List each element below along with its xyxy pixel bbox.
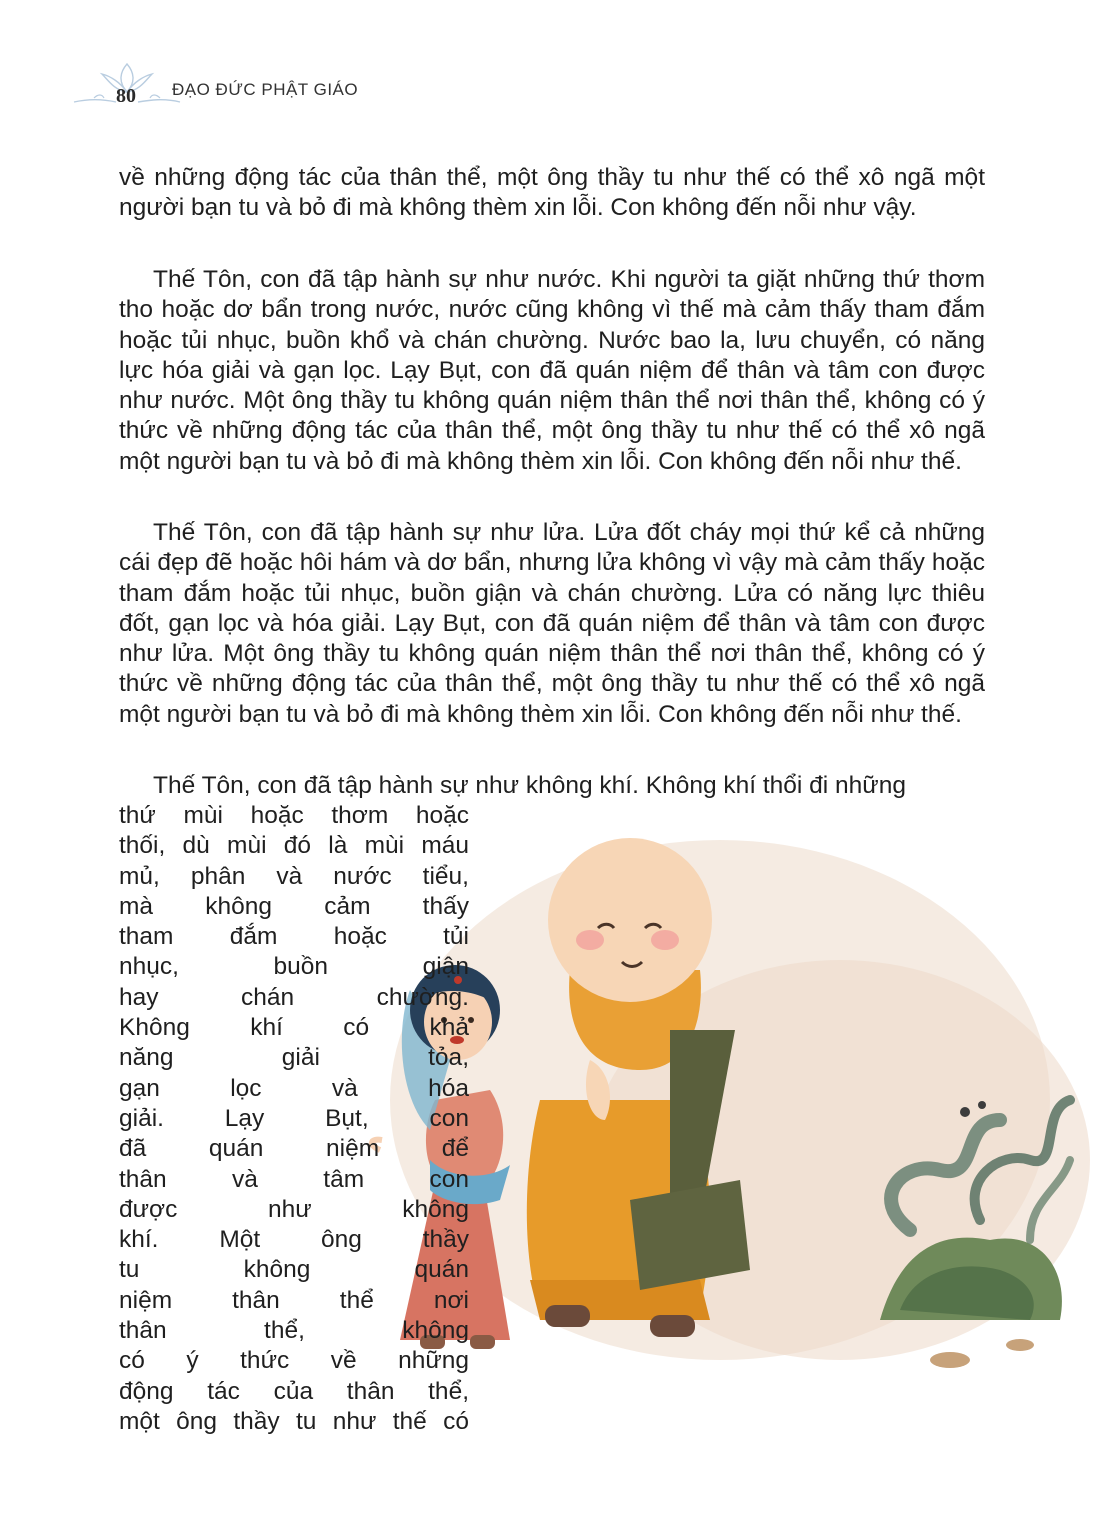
text-line: khí. Một ông thầy <box>119 1226 469 1254</box>
text-line: thân thể, không <box>119 1317 469 1345</box>
running-title: ĐẠO ĐỨC PHẬT GIÁO <box>172 80 359 99</box>
page-number: 80 <box>116 85 136 107</box>
text-line: mủ, phân và nước tiểu, <box>119 862 469 890</box>
text-line: nhục, buồn giận <box>119 953 469 981</box>
text-line: mà không cảm thấy <box>119 892 469 920</box>
paragraph-4-first-line: Thế Tôn, con đã tập hành sự như không khí. Không khí thổi đi những <box>153 772 906 799</box>
text-line: tham đắm hoặc tủi <box>119 923 469 951</box>
text-line: có ý thức về những <box>119 1347 469 1375</box>
paragraph-4-wrapped <box>119 801 469 1437</box>
text-line: giải. Lạy Bụt, con <box>119 1104 469 1132</box>
text-line: động tác của thân thể, <box>119 1377 469 1405</box>
text-line: đã quán niệm để <box>119 1135 469 1163</box>
text-line: một ông thầy tu như thế có <box>119 1407 469 1435</box>
text-line: thân và tâm con <box>119 1165 469 1193</box>
page-header <box>0 58 1106 118</box>
text-line: gạn lọc và hóa <box>119 1074 469 1102</box>
text-line: niệm thân thể nơi <box>119 1286 469 1314</box>
text-line: thứ mùi hoặc thơm hoặc <box>119 802 469 829</box>
text-line: tu không quán <box>119 1256 469 1284</box>
text-line: thối, dù mùi đó là mùi máu <box>119 832 469 860</box>
text-line: hay chán chường. <box>119 983 469 1011</box>
text-line: được như không <box>119 1195 469 1223</box>
paragraph-2: Thế Tôn, con đã tập hành sự như nước. Khi người ta giặt những thứ thơm tho hoặc dơ bẩn trong nước, nước cũng không vì thế mà cảm thấy tham đắm hoặc tủi nhục, buồn khổ và chán chường. Nước bao la, lưu chuyển, có năng lực hóa giải và gạn lọc. Lạy Bụt, con đã quán niệm để thân và tâm con được như nước. Một ông thầy tu không quán niệm thân thể nơi thân thể, không có ý thức về những động tác của thân thể, một ông thầy tu như thế có thể xô ngã một người bạn tu và bỏ đi mà không thèm xin lỗi. Con không đến nỗi như thế. <box>119 266 985 475</box>
text-line: năng giải tỏa, <box>119 1044 469 1072</box>
paragraph-3: Thế Tôn, con đã tập hành sự như lửa. Lửa đốt cháy mọi thứ kể cả những cái đẹp đẽ hoặc hôi hám và dơ bẩn, nhưng lửa không vì vậy mà cảm thấy hoặc tham đắm hoặc tủi nhục, buồn giận và chán chường. Lửa có năng lực thiêu đốt, gạn lọc và hóa giải. Lạy Bụt, con đã quán niệm để thân và tâm con được như lửa. Một ông thầy tu không quán niệm thân thể nơi thân thể, không có ý thức về những động tác của thân thể, một ông thầy tu như thế có thể xô ngã một người bạn tu và bỏ đi mà không thèm xin lỗi. Con không đến nỗi như thế. <box>119 519 985 728</box>
paragraph-1: về những động tác của thân thể, một ông thầy tu như thế có thể xô ngã một người bạn tu và bỏ đi mà không thèm xin lỗi. Con không đến nỗi như vậy. <box>119 164 985 222</box>
text-line: Không khí có khả <box>119 1014 469 1042</box>
